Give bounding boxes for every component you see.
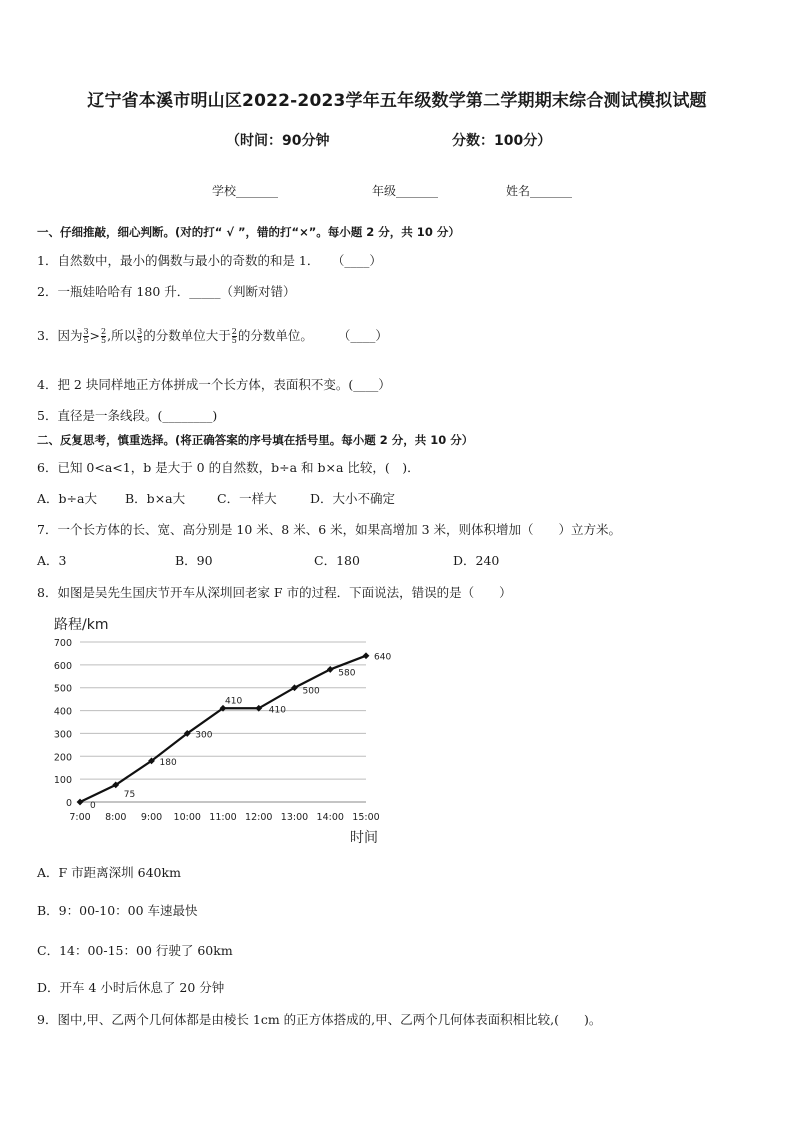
question-7: 7．一个长方体的长、宽、高分别是 10 米、8 米、6 米，如果高增加 3 米，则体积增加（ ）立方米。 xyxy=(37,522,622,537)
section-2-heading: 二、反复思考，慎重选择。(将正确答案的序号填在括号里。每小题 2 分，共 10 分） xyxy=(37,433,474,447)
q7-option-c: C．180 xyxy=(314,553,360,568)
data-point xyxy=(77,799,84,806)
distance-time-chart xyxy=(44,612,404,848)
x-tick-label: 14:00 xyxy=(316,812,344,823)
x-tick-label: 15:00 xyxy=(352,812,380,823)
section-1-heading: 一、仔细推敲，细心判断。(对的打“ √ ”，错的打“×”。每小题 2 分，共 10 分） xyxy=(37,225,460,239)
fraction-3-5: $\frac{3}{5}$ xyxy=(137,327,143,345)
q7-option-a: A．3 xyxy=(37,553,67,568)
data-labels xyxy=(90,653,391,811)
x-tick-label: 9:00 xyxy=(140,812,163,823)
x-tick-labels xyxy=(69,812,379,823)
fraction-2-5: $\frac{2}{5}$ xyxy=(101,327,107,345)
y-tick-label: 500 xyxy=(53,683,72,695)
chart-grid xyxy=(80,642,366,802)
question-2: 2．一瓶娃哈哈有 180 升．_____（判断对错） xyxy=(37,284,296,299)
x-tick-label: 12:00 xyxy=(245,812,273,823)
question-9: 9．图中,甲、乙两个几何体都是由棱长 1cm 的正方体搭成的,甲、乙两个几何体表面积相比较,( )。 xyxy=(37,1012,602,1027)
q6-option-c: C．一样大 xyxy=(217,491,277,506)
question-5: 5．直径是一条线段。(________) xyxy=(37,408,218,423)
y-tick-label: 300 xyxy=(53,729,72,741)
exam-time: （时间：90分钟 xyxy=(226,133,330,149)
y-tick-label: 600 xyxy=(53,660,72,672)
exam-score: 分数：100分） xyxy=(452,133,552,149)
q6-option-d: D．大小不确定 xyxy=(310,491,396,506)
data-label: 75 xyxy=(123,789,136,800)
q8-option-b: B．9：00-10：00 车速最快 xyxy=(37,903,198,918)
q8-option-c: C．14：00-15：00 行驶了 60km xyxy=(37,943,233,958)
x-tick-label: 11:00 xyxy=(209,812,237,823)
data-label: 640 xyxy=(374,652,392,663)
data-label: 180 xyxy=(159,757,177,768)
data-label: 0 xyxy=(90,801,96,811)
page-title: 辽宁省本溪市明山区2022-2023学年五年级数学第二学期期末综合测试模拟试题 xyxy=(87,91,707,111)
data-point xyxy=(363,652,370,659)
question-3: 3．因为 $\frac{3}{5}$ > $\frac{2}{5}$ ,所以 $\frac{3}{5}$ 的分数单位大于 $\frac{2}{5}$ 的分数单位。 （____） xyxy=(37,327,388,345)
y-tick-label: 0 xyxy=(65,798,72,809)
series-line xyxy=(80,656,366,802)
x-axis-label: 时间 xyxy=(350,830,378,846)
fraction-2-5: $\frac{2}{5}$ xyxy=(231,327,237,345)
y-tick-label: 100 xyxy=(53,775,72,787)
x-tick-label: 7:00 xyxy=(69,812,91,823)
q6-option-b: B．b×a大 xyxy=(125,491,186,506)
question-1: 1．自然数中，最小的偶数与最小的奇数的和是 1． （____） xyxy=(37,253,382,268)
q8-option-d: D．开车 4 小时后休息了 20 分钟 xyxy=(37,980,225,995)
y-tick-label: 700 xyxy=(53,638,72,649)
data-label: 500 xyxy=(302,686,320,697)
q7-option-b: B．90 xyxy=(175,553,213,568)
x-tick-label: 10:00 xyxy=(173,812,201,823)
data-label: 410 xyxy=(268,705,286,716)
question-4: 4．把 2 块同样地正方体拼成一个长方体，表面积不变。(____） xyxy=(37,377,391,392)
question-6: 6．已知 0<a<1，b 是大于 0 的自然数，b÷a 和 b×a 比较，( )． xyxy=(37,460,420,475)
question-8: 8．如图是吴先生国庆节开车从深圳回老家 F 市的过程．下面说法，错误的是（ ） xyxy=(37,585,512,600)
q8-option-a: A．F 市距离深圳 640km xyxy=(37,865,181,880)
data-label: 300 xyxy=(195,730,213,741)
y-tick-label: 200 xyxy=(53,752,72,764)
x-tick-label: 13:00 xyxy=(280,812,309,823)
data-label: 580 xyxy=(338,668,356,679)
y-axis-label: 路程/km xyxy=(54,617,109,633)
y-tick-labels xyxy=(54,638,72,809)
q6-option-a: A．b÷a大 xyxy=(37,491,97,506)
data-label: 410 xyxy=(225,696,243,707)
name-field: 姓名_______ xyxy=(506,184,573,198)
x-tick-label: 8:00 xyxy=(105,812,127,823)
q7-option-d: D．240 xyxy=(453,553,500,568)
fraction-3-5: $\frac{3}{5}$ xyxy=(83,327,89,345)
school-field: 学校_______ xyxy=(212,184,279,198)
y-tick-label: 400 xyxy=(53,706,72,718)
grade-field: 年级_______ xyxy=(372,184,439,198)
